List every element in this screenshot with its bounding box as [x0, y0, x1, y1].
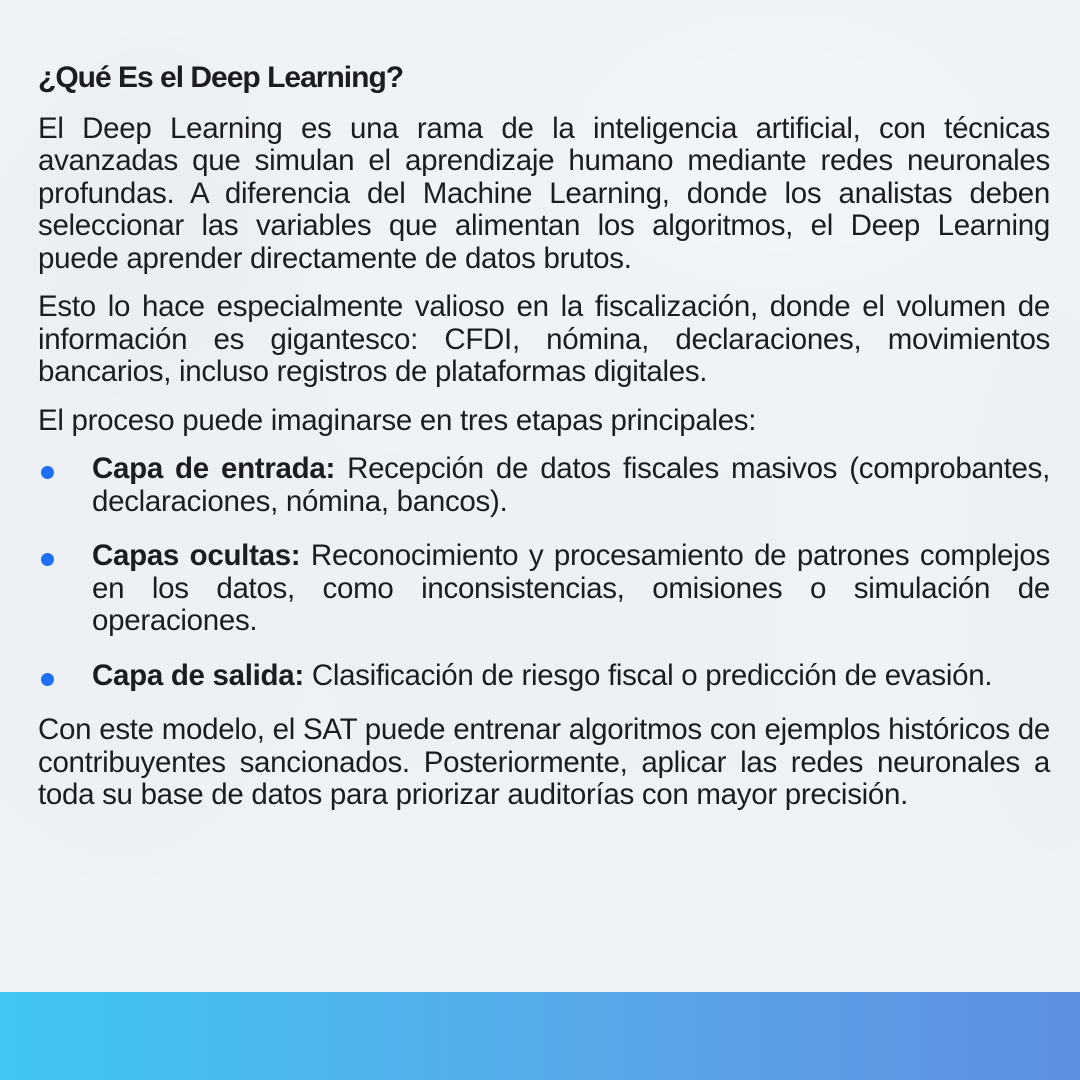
bullet-dot-icon — [41, 466, 54, 479]
stage-term: Capas ocultas: — [92, 539, 301, 572]
stage-text: Clasificación de riesgo fiscal o predicción de evasión. — [303, 658, 993, 692]
paragraph-closing: Con este modelo, el SAT puede entrenar algoritmos con ejemplos históricos de contribuyentes sancionados. Posteriormente, aplicar las redes neuronales a toda su base de datos para priorizar auditorías con mayor precisión. — [38, 713, 1050, 811]
list-item — [38, 540, 1050, 638]
bullet-dot-icon — [41, 553, 54, 566]
stages-list — [38, 453, 1050, 692]
paragraph-intro: El Deep Learning es una rama de la inteligencia artificial, con técnicas avanzadas que simulan el aprendizaje humano mediante redes neuronales profundas. A diferencia del Machine Learning, donde los analistas deben seleccionar las variables que alimentan los algoritmos, el Deep Learning puede aprender directamente de datos brutos. — [38, 111, 1050, 275]
list-item — [38, 660, 1050, 693]
stage-text: Reconocimiento y procesamiento de patrones complejos en los datos, como inconsistencias, omisiones o simulación de operaciones. — [92, 539, 1050, 637]
article — [38, 62, 1050, 828]
footer-band — [0, 992, 1080, 1080]
bullet-dot-icon — [41, 673, 54, 686]
page-title: ¿Qué Es el Deep Learning? — [38, 61, 404, 94]
stage-term: Capa de entrada: — [92, 452, 335, 485]
paragraph-value: Esto lo hace especialmente valioso en la fiscalización, donde el volumen de información es gigantesco: CFDI, nómina, declaraciones, movimientos bancarios, incluso registros de plataformas digitales. — [38, 290, 1050, 388]
stage-term: Capa de salida: — [92, 658, 304, 692]
stage-text: Recepción de datos fiscales masivos (comprobantes, declaraciones, nómina, bancos). — [92, 452, 1050, 518]
paragraph-stages-intro: El proceso puede imaginarse en tres etapas principales: — [38, 403, 757, 437]
list-item — [38, 453, 1050, 518]
